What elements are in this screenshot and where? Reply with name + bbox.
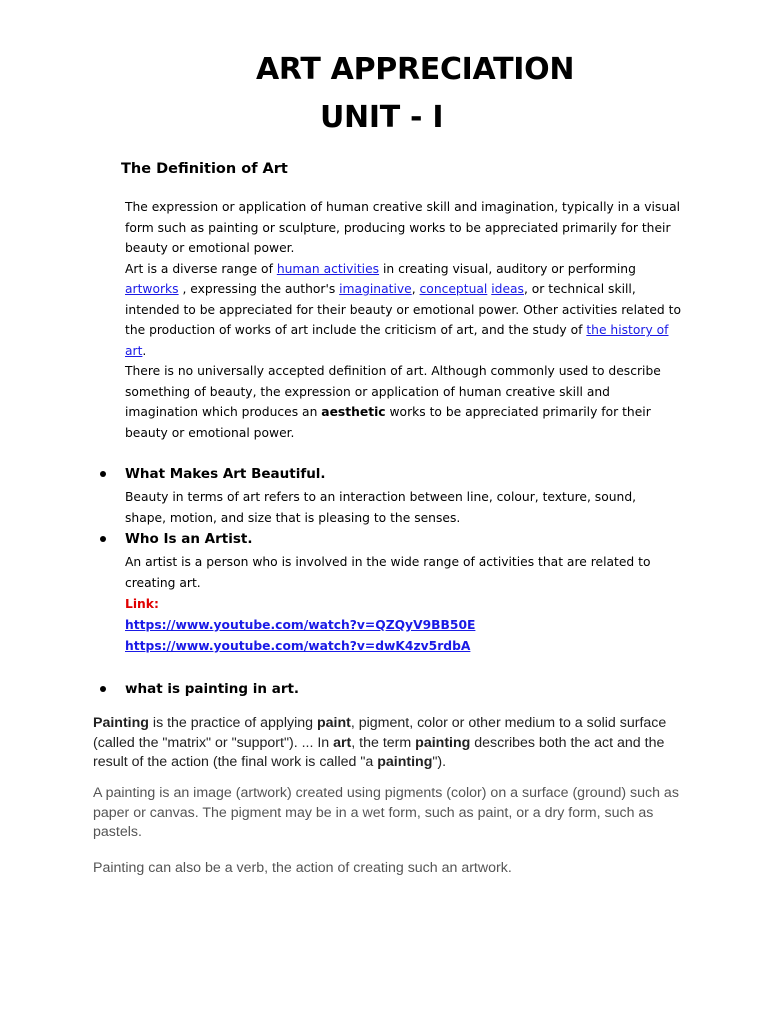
link-imaginative[interactable]: imaginative (339, 282, 412, 296)
bullet-title-artist: Who Is an Artist. (125, 531, 253, 547)
painting-text-4: describes both the act and the result of the action (the final work is called "a (93, 734, 665, 770)
painting-text-1: is the practice of applying (148, 715, 317, 731)
link-ideas[interactable]: ideas (491, 282, 524, 296)
painting-paragraph-1 (93, 714, 683, 773)
bullet-dot-icon (100, 471, 106, 477)
artist-description: An artist is a person who is involved in the wide range of activities that are related to creating art. (125, 555, 651, 590)
link-artworks[interactable]: artworks (125, 282, 179, 296)
painting-paragraph-2: A painting is an image (artwork) created using pigments (color) on a surface (ground) such as paper or canvas. The pigment may be in a wet form, such as paint, or a dry form, such as pastels. (93, 785, 679, 840)
youtube-link-1[interactable]: https://www.youtube.com/watch?v=QZQyV9BB50E (125, 618, 476, 632)
definition-text-7: , or technical skill, intended to be appreciated for their beauty or emotional power. Other activities related to the production of works of art include the criticism of art, and the study of (125, 282, 681, 337)
section-heading-definition: The Definition of Art (121, 161, 288, 177)
bullet-dot-icon (100, 536, 106, 542)
link-conceptual[interactable]: conceptual (419, 282, 488, 296)
painting-text-3: , the term (351, 734, 416, 751)
bold-art: art (333, 734, 352, 751)
definition-text-1: The expression or application of human creative skill and imagination, typically in a visual form such as painting or sculpture, producing works to be appreciated primarily for their beauty or emotional power. (125, 200, 681, 255)
definition-text-4: , expressing the author's (178, 282, 340, 296)
bullet-body-artist (125, 552, 673, 657)
definition-text-3: in creating visual, auditory or performing (379, 261, 636, 276)
document-subtitle-unit: UNIT - I (320, 100, 444, 135)
definition-text-2: Art is a diverse range of (125, 261, 277, 276)
youtube-link-2[interactable]: https://www.youtube.com/watch?v=dwK4zv5rdbA (125, 639, 471, 653)
painting-text-5: "). (432, 754, 447, 770)
bold-painting-1: Painting (93, 715, 149, 731)
bullet-title-beautiful: What Makes Art Beautiful. (125, 466, 326, 482)
definition-text-10: works to be appreciated primarily for their beauty or emotional power. (125, 405, 651, 440)
definition-text-8: . (142, 343, 147, 358)
definition-text-9: There is no universally accepted definition of art. Although commonly used to describe something of beauty, the expression or application of human creative skill and imagination which produces an (125, 364, 661, 419)
link-label: Link: (125, 597, 159, 611)
definition-text-5: , (411, 282, 420, 296)
bold-painting-2: painting (415, 734, 471, 751)
link-human-activities[interactable]: human activities (276, 261, 380, 276)
bullet-body-beautiful: Beauty in terms of art refers to an interaction between line, colour, texture, sound, shape, motion, and size that is pleasing to the senses. (125, 490, 637, 525)
painting-text-2: , pigment, color or other medium to a solid surface (called the "matrix" or "support"). ... In (93, 715, 667, 751)
definition-paragraph (125, 197, 681, 443)
link-history-of-art[interactable]: the history of art (125, 323, 669, 358)
bullet-title-painting: what is painting in art. (125, 681, 300, 697)
bold-painting-3: painting (377, 754, 433, 770)
document-title: ART APPRECIATION (256, 52, 575, 87)
bullet-dot-icon (100, 686, 106, 692)
painting-paragraph-3: Painting can also be a verb, the action of creating such an artwork. (93, 860, 512, 876)
definition-bold-aesthetic: aesthetic (321, 405, 386, 419)
bold-paint: paint (316, 715, 351, 731)
